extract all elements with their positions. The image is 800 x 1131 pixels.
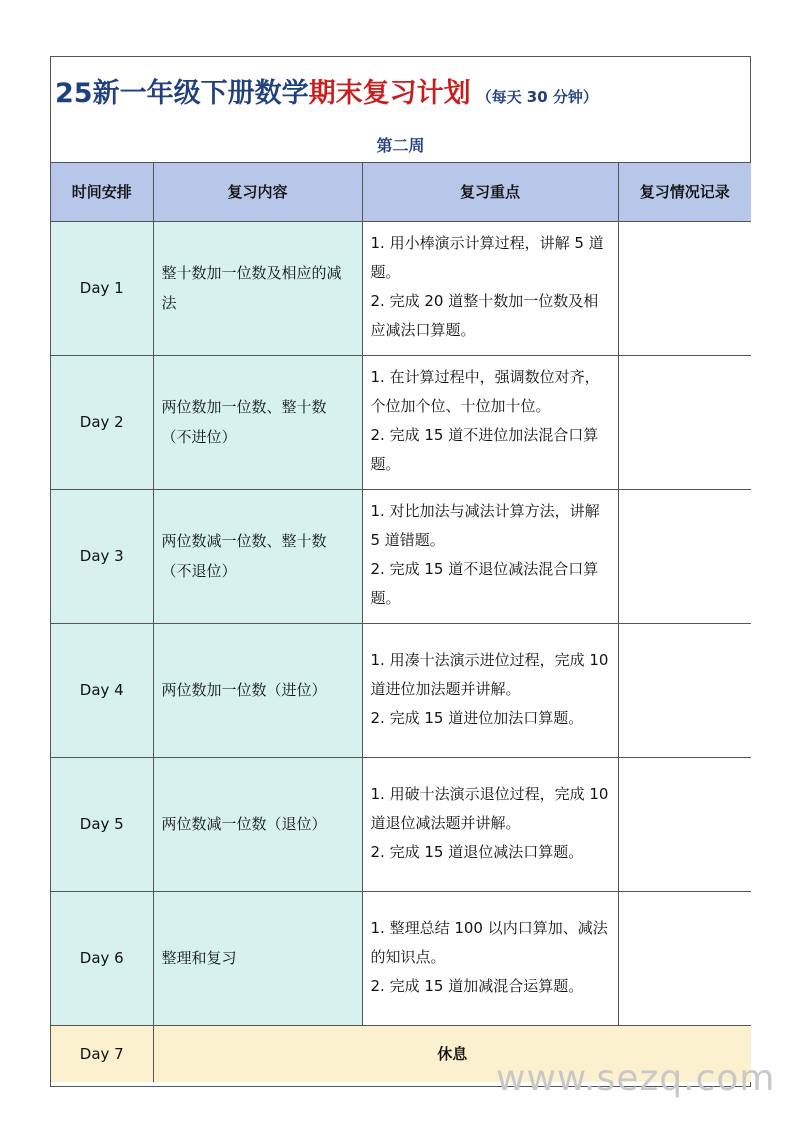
content-cell: 整理和复习 bbox=[153, 891, 362, 1025]
day-cell: Day 2 bbox=[51, 355, 153, 489]
rest-label: 休息 bbox=[153, 1025, 751, 1082]
watermark: www.sezq.com bbox=[496, 1058, 776, 1099]
focus-cell bbox=[362, 757, 618, 891]
column-header-focus: 复习重点 bbox=[362, 163, 618, 221]
table-row bbox=[51, 757, 751, 891]
day-cell: Day 6 bbox=[51, 891, 153, 1025]
content-cell: 整十数加一位数及相应的减法 bbox=[153, 221, 362, 355]
focus-cell bbox=[362, 489, 618, 623]
focus-item: 2. 完成 15 道进位加法口算题。 bbox=[370, 708, 584, 727]
day-cell: Day 4 bbox=[51, 623, 153, 757]
content-cell: 两位数加一位数、整十数（不进位） bbox=[153, 355, 362, 489]
day-cell: Day 1 bbox=[51, 221, 153, 355]
title-note: （每天 30 分钟） bbox=[476, 88, 598, 106]
focus-item: 1. 用小棒演示计算过程，讲解 5 道题。 bbox=[370, 234, 604, 281]
title-part-2: 期末复习计划 bbox=[308, 78, 471, 109]
rest-day-cell: Day 7 bbox=[51, 1025, 153, 1082]
title-part-1: 25新一年级下册数学 bbox=[55, 78, 309, 109]
focus-cell bbox=[362, 355, 618, 489]
focus-item: 2. 完成 20 道整十数加一位数及相应减法口算题。 bbox=[370, 292, 599, 339]
focus-item: 1. 在计算过程中，强调数位对齐，个位加个位、十位加十位。 bbox=[370, 368, 600, 415]
focus-item: 2. 完成 15 道不进位加法混合口算题。 bbox=[370, 426, 599, 473]
title-block bbox=[51, 57, 750, 163]
record-cell[interactable] bbox=[618, 623, 751, 757]
page-title bbox=[55, 71, 598, 110]
focus-item: 1. 整理总结 100 以内口算加、减法的知识点。 bbox=[370, 918, 608, 966]
content-cell: 两位数加一位数（进位） bbox=[153, 623, 362, 757]
record-cell[interactable] bbox=[618, 489, 751, 623]
table-header-row bbox=[51, 163, 751, 221]
column-header-record: 复习情况记录 bbox=[618, 163, 751, 221]
week-subtitle: 第二周 bbox=[376, 136, 425, 155]
table-row bbox=[51, 489, 751, 623]
focus-item: 1. 对比加法与减法计算方法，讲解 5 道错题。 bbox=[370, 502, 600, 549]
table-row bbox=[51, 891, 751, 1025]
record-cell[interactable] bbox=[618, 221, 751, 355]
record-cell[interactable] bbox=[618, 355, 751, 489]
focus-item: 2. 完成 15 道退位减法口算题。 bbox=[370, 842, 584, 861]
column-header-content: 复习内容 bbox=[153, 163, 362, 221]
content-cell: 两位数减一位数（退位） bbox=[153, 757, 362, 891]
day-cell: Day 3 bbox=[51, 489, 153, 623]
table-row bbox=[51, 623, 751, 757]
table-row bbox=[51, 355, 751, 489]
focus-item: 1. 用破十法演示退位过程，完成 10 道退位减法题并讲解。 bbox=[370, 784, 609, 832]
focus-item: 2. 完成 15 道不退位减法混合口算题。 bbox=[370, 560, 599, 607]
column-header-time: 时间安排 bbox=[51, 163, 153, 221]
plan-table bbox=[51, 163, 751, 1082]
focus-item: 1. 用凑十法演示进位过程，完成 10 道进位加法题并讲解。 bbox=[370, 650, 609, 698]
focus-cell bbox=[362, 623, 618, 757]
focus-cell bbox=[362, 221, 618, 355]
table-row bbox=[51, 221, 751, 355]
focus-item: 2. 完成 15 道加减混合运算题。 bbox=[370, 976, 584, 995]
record-cell[interactable] bbox=[618, 891, 751, 1025]
review-plan-sheet bbox=[50, 56, 751, 1087]
content-cell: 两位数减一位数、整十数（不退位） bbox=[153, 489, 362, 623]
day-cell: Day 5 bbox=[51, 757, 153, 891]
focus-cell bbox=[362, 891, 618, 1025]
record-cell[interactable] bbox=[618, 757, 751, 891]
